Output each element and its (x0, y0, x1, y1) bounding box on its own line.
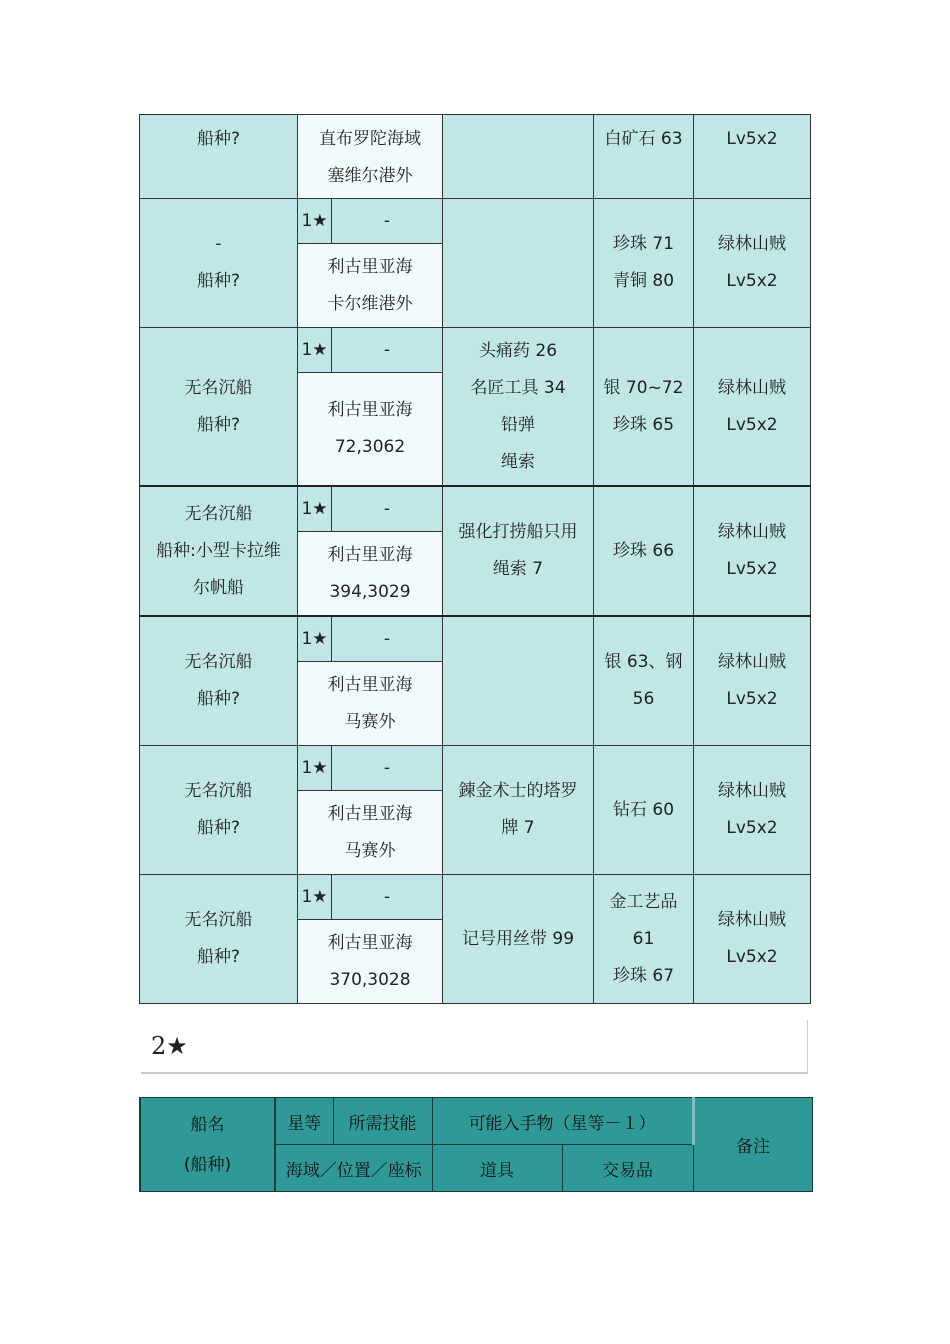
ship-cell-line: 尔帆船 (193, 577, 244, 598)
notes-cell (694, 199, 811, 328)
notes-cell-line: Lv5x2 (726, 947, 778, 967)
ship-cell-line: 船种? (196, 689, 241, 709)
items-cell-line: 绳索 (501, 451, 535, 472)
salvage-table (139, 114, 811, 1004)
location (298, 373, 442, 486)
table-row (140, 328, 811, 487)
star-rating: 1★ (298, 487, 332, 532)
items-cell-line: 头痛药 26 (478, 340, 558, 361)
header-trade: 交易品 (562, 1145, 693, 1192)
ship-cell (140, 486, 298, 616)
header-location: 海域／位置／座标 (275, 1145, 432, 1192)
notes-cell-line: Lv5x2 (726, 129, 778, 149)
table-row (140, 746, 811, 875)
ship-cell-line: 船种? (196, 947, 241, 967)
location-line: 塞维尔港外 (327, 166, 413, 186)
ship-cell (140, 115, 298, 199)
required-skill: - (332, 875, 443, 920)
notes-cell-line: 绿林山贼 (718, 522, 786, 542)
location (298, 920, 442, 1004)
trade-cell (594, 115, 694, 199)
location-line: 72,3062 (334, 437, 406, 457)
header-skill: 所需技能 (333, 1098, 432, 1145)
ship-cell-line: 无名沉船 (184, 652, 253, 672)
trade-cell-line: 珍珠 71 (612, 234, 675, 254)
ship-cell-line: - (215, 234, 222, 254)
trade-cell-line: 56 (632, 689, 655, 709)
ship-cell-line: 船种? (196, 414, 241, 435)
notes-cell-line: Lv5x2 (726, 818, 778, 838)
trade-cell (594, 486, 694, 616)
header-notes: 备注 (693, 1098, 812, 1192)
star-rating: 1★ (298, 328, 332, 373)
required-skill: - (332, 328, 443, 373)
items-cell-line: 强化打捞船只用 (458, 522, 578, 542)
notes-cell (694, 486, 811, 616)
notes-cell (694, 616, 811, 746)
table-row (140, 616, 811, 746)
star-rating: 1★ (298, 875, 332, 920)
required-skill: - (332, 199, 443, 244)
salvage-table-body (140, 115, 811, 1004)
items-cell (443, 616, 594, 746)
table-row (140, 199, 811, 328)
items-cell-line: 记号用丝带 99 (461, 928, 575, 949)
location-line: 利古里亚海 (327, 400, 413, 420)
notes-cell (694, 328, 811, 487)
notes-cell-line: 绿林山贼 (718, 377, 786, 398)
notes-cell (694, 746, 811, 875)
ship-cell (140, 746, 298, 875)
trade-cell (594, 616, 694, 746)
ship-cell (140, 616, 298, 746)
header-table (139, 1097, 813, 1192)
ship-cell-line: 无名沉船 (184, 910, 253, 930)
location-line: 利古里亚海 (327, 674, 413, 695)
notes-cell-line: 绿林山贼 (718, 781, 786, 801)
header-ship-type-label: (船种) (183, 1154, 232, 1175)
items-cell (443, 115, 594, 199)
location-line: 利古里亚海 (327, 544, 413, 565)
notes-cell-line: Lv5x2 (726, 689, 778, 709)
location-line: 394,3029 (329, 581, 411, 602)
notes-cell-line: Lv5x2 (726, 414, 778, 435)
notes-cell-line: Lv5x2 (726, 559, 778, 579)
header-ship-name (140, 1098, 275, 1192)
trade-cell (594, 199, 694, 328)
star-rating: 1★ (298, 617, 332, 662)
table-row (140, 875, 811, 1004)
trade-cell-line: 珍珠 66 (612, 540, 675, 561)
section-heading: 2★ (141, 1020, 808, 1074)
header-items: 道具 (432, 1145, 562, 1192)
location (298, 532, 442, 616)
trade-cell-line: 白矿石 63 (604, 129, 683, 149)
notes-cell-line: 绿林山贼 (718, 234, 786, 254)
notes-cell-line: Lv5x2 (726, 271, 778, 291)
required-skill: - (332, 487, 443, 532)
ship-cell-line: 船种:小型卡拉维 (156, 540, 281, 561)
ship-cell-line: 无名沉船 (184, 503, 253, 524)
notes-cell (694, 875, 811, 1004)
location-line: 利古里亚海 (327, 932, 413, 953)
location (298, 244, 442, 328)
trade-cell (594, 328, 694, 487)
trade-cell (594, 746, 694, 875)
ship-cell-line: 船种? (196, 818, 241, 838)
ship-cell-line: 无名沉船 (184, 781, 253, 801)
trade-cell (594, 875, 694, 1004)
required-skill: - (332, 746, 443, 791)
header-ship-name-label: 船名 (190, 1114, 225, 1135)
items-cell-line: 名匠工具 34 (470, 377, 566, 398)
trade-cell-line: 钻石 60 (612, 799, 675, 820)
ship-cell-line: 船种? (196, 271, 241, 291)
table-row (140, 486, 811, 616)
location-line: 马赛外 (344, 840, 396, 861)
location (298, 115, 443, 199)
items-cell-line: 绳索 7 (492, 559, 544, 579)
ship-cell-line: 无名沉船 (184, 377, 253, 398)
trade-cell-line: 61 (632, 928, 655, 949)
ship-cell (140, 199, 298, 328)
notes-cell (694, 115, 811, 199)
location-line: 利古里亚海 (327, 803, 413, 824)
location-line: 马赛外 (344, 711, 396, 732)
ship-cell (140, 328, 298, 487)
star-location-cell (298, 746, 443, 875)
star-rating: 1★ (298, 199, 332, 244)
notes-cell-line: 绿林山贼 (718, 910, 786, 930)
star-location-cell (298, 328, 443, 487)
location-line: 370,3028 (329, 969, 411, 990)
table-row (140, 115, 811, 199)
items-cell-line: 铅弹 (501, 414, 535, 435)
star-rating: 1★ (298, 746, 332, 791)
required-skill: - (332, 617, 443, 662)
items-cell (443, 328, 594, 487)
star-location-cell (298, 616, 443, 746)
location-line: 卡尔维港外 (327, 293, 413, 314)
location-line: 利古里亚海 (327, 256, 413, 277)
items-cell (443, 486, 594, 616)
star-location-cell (298, 875, 443, 1004)
header-obtainable: 可能入手物（星等－１） (432, 1098, 693, 1145)
items-cell-line: 牌 7 (501, 818, 535, 838)
ship-cell-line: 船种? (196, 129, 241, 149)
trade-cell-line: 金工艺品 (609, 891, 678, 912)
items-cell (443, 875, 594, 1004)
location (298, 791, 442, 875)
trade-cell-line: 青铜 80 (612, 271, 675, 291)
items-cell (443, 746, 594, 875)
header-star: 星等 (275, 1098, 333, 1145)
notes-cell-line: 绿林山贼 (718, 652, 786, 672)
ship-cell (140, 875, 298, 1004)
star-location-cell (298, 199, 443, 328)
trade-cell-line: 珍珠 67 (612, 965, 675, 986)
trade-cell-line: 银 63、钢 (604, 652, 683, 672)
location (298, 662, 442, 746)
trade-cell-line: 珍珠 65 (612, 414, 675, 435)
location-line: 直布罗陀海域 (319, 129, 421, 149)
star-location-cell (298, 486, 443, 616)
items-cell (443, 199, 594, 328)
trade-cell-line: 银 70~72 (603, 377, 684, 398)
items-cell-line: 錬金术士的塔罗 (458, 781, 578, 801)
